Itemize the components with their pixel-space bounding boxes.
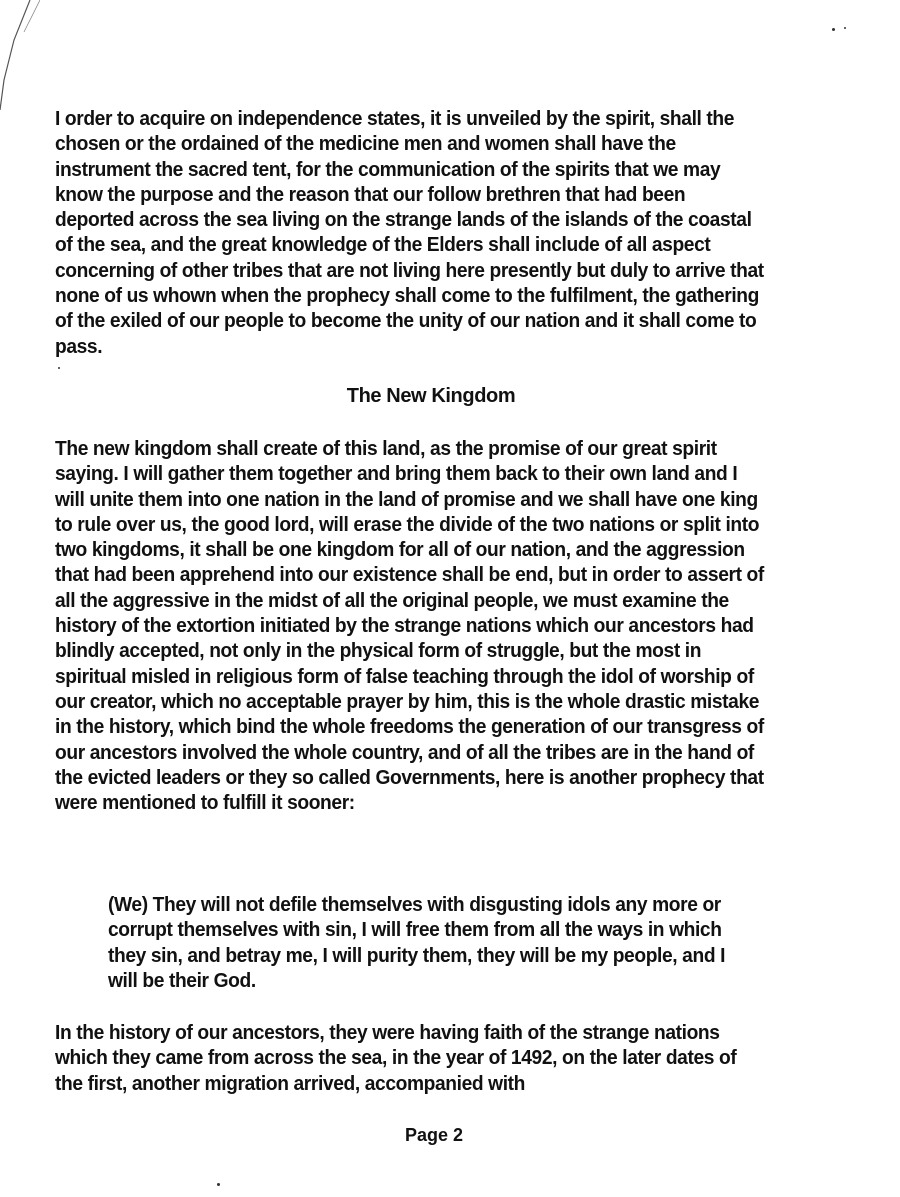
paragraph-independence: I order to acquire on independence states, it is unveiled by the spirit, shall the chosen or the ordained of the medicine men and women shall have the instrument the sacred tent, for the communication of the spirits that we may know the purpose and the reason that our follow brethren that had been deported across the sea living on the strange lands of the islands of the coastal of the sea, and the great knowledge of the Elders shall include of all aspect concerning of other tribes that are not living here presently but duly to arrive that none of us whown when the prophecy shall come to the fulfilment, the gathering of the exiled of our people to become the unity of our nation and it shall come to pass. <box>55 108 764 358</box>
scan-speck <box>58 367 60 369</box>
scan-speck <box>832 28 835 31</box>
page-number: Page 2 <box>404 1125 464 1145</box>
prophecy-quote: (We) They will not defile themselves with disgusting idols any more or corrupt themselves with sin, I will free them from all the ways in which they sin, and betray me, I will purity them, they will be my people, and I will be their God. <box>108 894 726 992</box>
section-heading-new-kingdom: The New Kingdom <box>346 385 516 407</box>
paragraph-ancestors-history: In the history of our ancestors, they were having faith of the strange nations which they came from across the sea, in the year of 1492, on the later dates of the first, another migration arrived, accompanied with <box>55 1022 737 1095</box>
scan-speck <box>217 1183 220 1186</box>
scan-speck <box>844 27 846 29</box>
scan-edge-mark <box>0 0 40 110</box>
paragraph-new-kingdom: The new kingdom shall create of this land, as the promise of our great spirit saying. I will gather them together and bring them back to their own land and I will unite them into one nation in the land of promise and we shall have one king to rule over us, the good lord, will erase the divide of the two nations or split into two kingdoms, it shall be one kingdom for all of our nation, and the aggression that had been apprehend into our existence shall be end, but in order to assert of all the aggressive in the midst of all the original people, we must examine the history of the extortion initiated by the strange nations which our ancestors had blindly accepted, not only in the physical form of struggle, but the most in spiritual misled in religious form of false teaching through the idol of worship of our creator, which no acceptable prayer by him, this is the whole drastic mistake in the history, which bind the whole freedoms the generation of our transgress of our ancestors involved the whole country, and of all the tribes are in the hand of the evicted leaders or they so called Governments, here is another prophecy that were mentioned to fulfill it sooner: <box>55 438 764 815</box>
